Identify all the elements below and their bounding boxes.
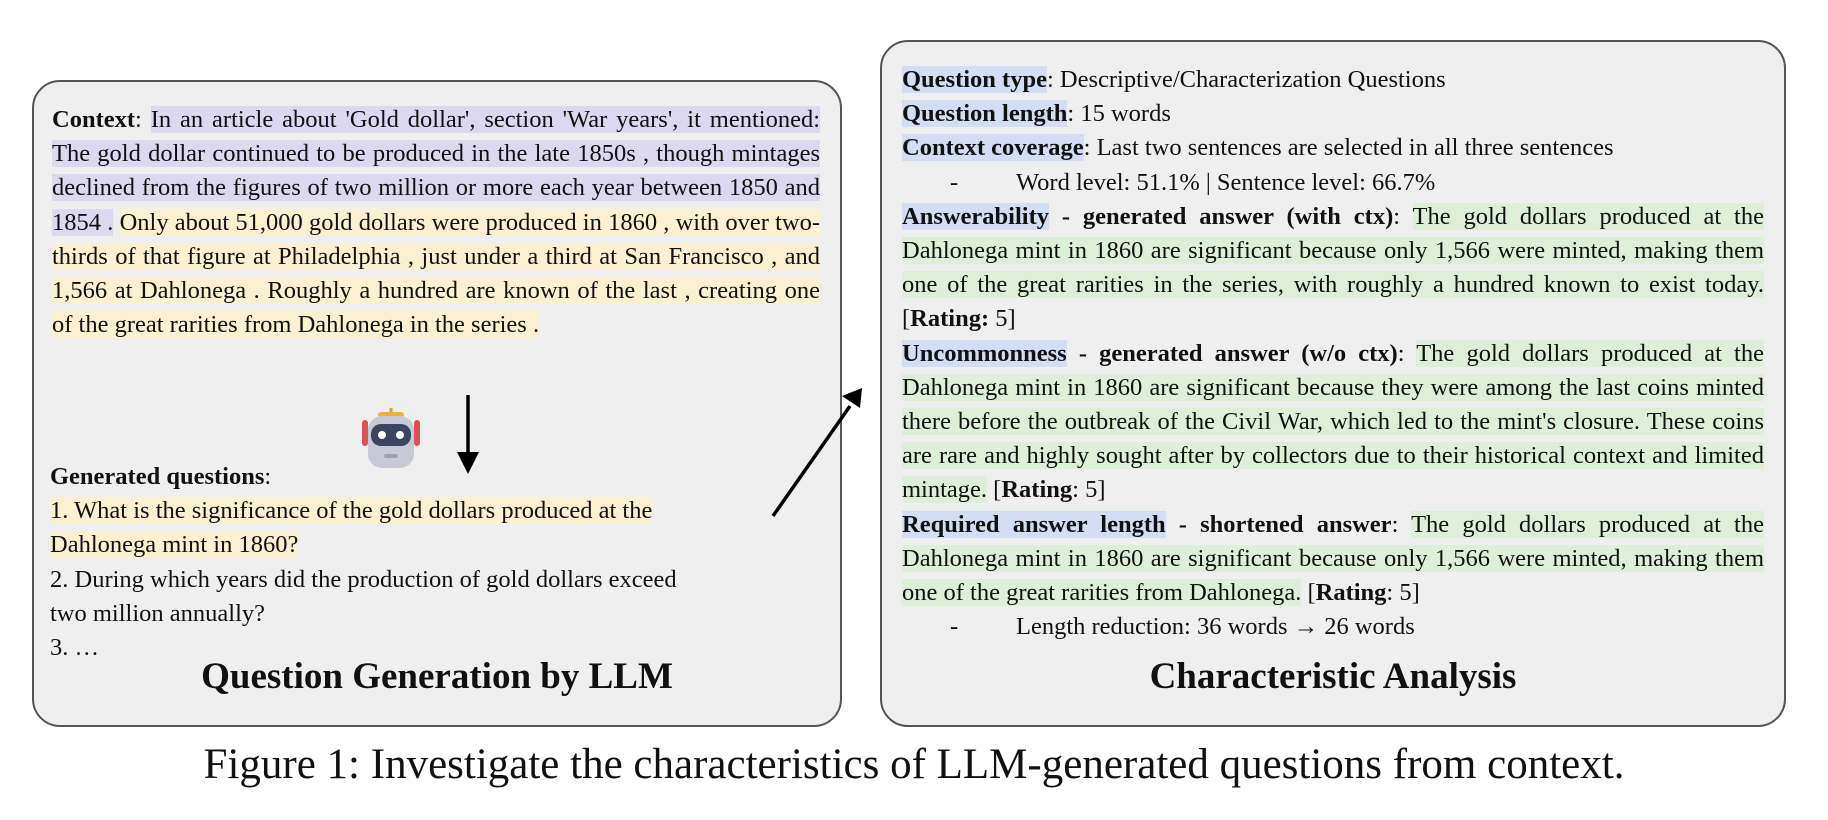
answerability-label: Answerability [902, 202, 1049, 230]
required-length-rating-label: Rating [1315, 579, 1387, 607]
question-type-label: Question type [902, 66, 1047, 93]
figure-caption: Figure 1: Investigate the characteristics of LLM-generated questions from context. [203, 741, 1625, 788]
question-3: 3. … [50, 634, 99, 662]
generated-questions: Generated questions: 1. What is the significance of the gold dollars produced at the Dahlonega mint in 1860? 2. During which years did the production of gold dollars exceed two million annually? 3. … [50, 460, 790, 665]
right-panel-title: Characteristic Analysis [1149, 656, 1517, 697]
context-purple-highlight: In an article about 'Gold dollar', section 'War years', it mentioned: The gold dollar continued to be produced in the late 1850s , though mintages declined from the figures of two million or more each year between 1850 and 1854 . [52, 106, 820, 236]
uncommonness-rating-value: : 5] [1072, 476, 1106, 504]
question-type-value: : Descriptive/Characterization Questions [1046, 66, 1446, 93]
question-length-label: Question length [902, 100, 1068, 128]
required-length-text: The gold dollars produced at the Dahlonega mint in 1860 are significant because only 1,566 were minted, making them one of the great rarities from Dahlonega. [902, 510, 1764, 607]
required-length-label: Required answer length [902, 510, 1166, 538]
uncommonness-label: Uncommonness [902, 339, 1067, 367]
generated-label: Generated questions [50, 463, 265, 490]
answerability-text: The gold dollars produced at the Dahlonega mint in 1860 are significant because only 1,566 were minted, making them one of the great rarities in the series, with roughly a hundred known to exist today. [902, 202, 1764, 299]
left-panel-title: Question Generation by LLM [201, 656, 673, 697]
length-detail: Length reduction: 36 words → 26 words [1016, 613, 1415, 641]
context-label: Context [52, 106, 136, 133]
context-coverage-label: Context coverage [902, 134, 1084, 162]
uncommonness-text: The gold dollars produced at the Dahlonega mint in 1860 are significant because they were among the last coins minted there before the outbreak of the Civil War, which led to the mint's closure. These coins are rare and highly sought after by collectors due to their historical context and limited mintage. [902, 339, 1764, 504]
coverage-dash: - [950, 168, 959, 196]
context-yellow-highlight: Only about 51,000 gold dollars were produced in 1860 , with over two-thirds of that figure at Philadelphia , just under a third at San Francisco , and 1,566 at Dahlonega . Roughly a hundred are known of the last , creating one of the great rarities from Dahlonega in the series . [52, 208, 821, 339]
answerability-rating-value: 5] [989, 305, 1016, 333]
coverage-detail: Word level: 51.1% | Sentence level: 66.7% [1016, 168, 1436, 196]
answerability-rating-label: Rating: [910, 305, 990, 333]
question-2-line-1: 2. During which years did the production of gold dollars exceed [50, 565, 677, 593]
context-coverage-value: : Last two sentences are selected in all three sentences [1083, 134, 1614, 162]
uncommonness-rating-label: Rating [1001, 476, 1073, 504]
uncommonness-sub: - generated answer (w/o ctx) [1066, 339, 1398, 367]
question-1-line-2: Dahlonega mint in 1860? [50, 531, 299, 559]
question-1-line-1: 1. What is the significance of the gold dollars produced at the [50, 497, 653, 525]
answerability-sub: - generated answer (with ctx) [1049, 202, 1394, 230]
context-paragraph: Context: In an article about 'Gold dollar', section 'War years', it mentioned: The gold dollar continued to be produced in the late 1850s , though mintages declined from the figures of two million or more each year between 1850 and 1854 . Only about 51,000 gold dollars were produced in 1860 , with over two-thirds of that figure at Philadelphia , just under a third at San Francisco , and 1,566 at Dahlonega . Roughly a hundred are known of the last , creating one of the great rarities from Dahlonega in the series . [52, 106, 821, 339]
analysis-text: Question type: Descriptive/Characterization Questions Question length: 15 words Context coverage: Last two sentences are selected in all three sentences - Word level: 51.1% | Sentence level: 66.7% Answerability - generated answer (with ctx): The gold dollars produced at the Dahlonega mint in 1860 are significant because only 1,566 were minted, making them one of the great rarities in the series, with roughly a hundred known to exist today. [Rating: 5] Uncommonness - generated answer (w/o ctx): The gold dollars produced at the Dahlonega mint in 1860 are significant because they were among the last coins minted there before the outbreak of the Civil War, which led to the mint's closure. These coins are rare and highly sought after by collectors due to their historical context and limited mintage. [Rating: 5] Required answer length - shortened answer: The gold dollars produced at the Dahlonega mint in 1860 are significant because only 1,566 were minted, making them one of the great rarities from Dahlonega. [Rating: 5] - Length reduction: 36 words → 26 words [902, 63, 1764, 644]
question-length-value: : 15 words [1067, 100, 1171, 128]
length-dash: - [950, 613, 959, 641]
required-length-rating-value: : 5] [1386, 579, 1420, 607]
question-2-line-2: two million annually? [50, 599, 266, 627]
required-length-sub: - shortened answer [1165, 510, 1392, 538]
